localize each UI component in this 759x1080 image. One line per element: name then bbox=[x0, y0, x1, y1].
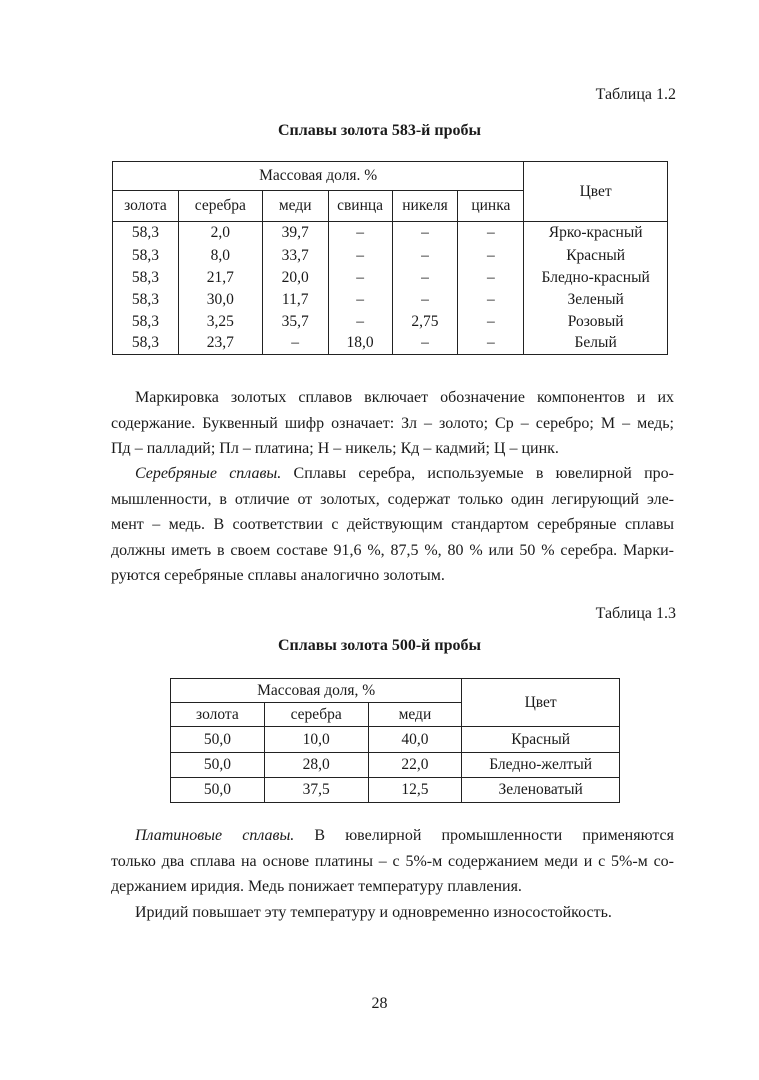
column-header: меди bbox=[262, 191, 328, 222]
text-line-rest: Сплавы серебра, используемые в ювелирной про- bbox=[281, 465, 674, 482]
table-cell: 40,0 bbox=[368, 727, 462, 753]
table-title: Сплавы золота 500-й пробы bbox=[278, 637, 481, 654]
table-cell: Бледно-красный bbox=[524, 267, 668, 289]
table-cell: – bbox=[458, 333, 524, 355]
text-line: должны иметь в своем составе 91,6 %, 87,5 %, 80 % или 50 % серебра. Марки- bbox=[111, 541, 674, 559]
table-cell: 58,3 bbox=[113, 245, 179, 267]
table-cell: Красный bbox=[524, 245, 668, 267]
table-cell: – bbox=[458, 222, 524, 245]
table-row bbox=[113, 333, 668, 355]
text-line: держанием иридия. Медь понижает температуру плавления. bbox=[111, 878, 522, 895]
table-cell: 58,3 bbox=[113, 222, 179, 245]
table-cell: Розовый bbox=[524, 311, 668, 333]
table-cell: 22,0 bbox=[368, 753, 462, 778]
gold-583-table bbox=[112, 161, 668, 355]
table-cell: – bbox=[392, 333, 458, 355]
column-header: золота bbox=[113, 191, 179, 222]
column-header: свинца bbox=[328, 191, 392, 222]
color-header: Цвет bbox=[524, 162, 668, 222]
text-line-rest: В ювелирной промышленности применяются bbox=[294, 827, 674, 844]
table-cell: 58,3 bbox=[113, 333, 179, 355]
group-header: Массовая доля, % bbox=[171, 679, 462, 703]
table-cell: – bbox=[392, 245, 458, 267]
table-label: Таблица 1.3 bbox=[595, 605, 676, 622]
table-row bbox=[113, 267, 668, 289]
text-line: руются серебряные сплавы аналогично золотым. bbox=[111, 567, 445, 584]
text-line: мышленности, в отличие от золотых, содержат только один легирующий эле- bbox=[111, 490, 674, 508]
text-line: Маркировка золотых сплавов включает обозначение компонентов и их bbox=[135, 389, 674, 406]
table-cell: 2,75 bbox=[392, 311, 458, 333]
text-line bbox=[111, 823, 674, 849]
table-cell: 50,0 bbox=[171, 727, 265, 753]
table-row bbox=[113, 289, 668, 311]
table-cell: 50,0 bbox=[171, 753, 265, 778]
table-cell: – bbox=[328, 311, 392, 333]
column-header: меди bbox=[368, 703, 462, 727]
table-cell: 50,0 bbox=[171, 778, 265, 803]
table-cell: 33,7 bbox=[262, 245, 328, 267]
table-cell: 39,7 bbox=[262, 222, 328, 245]
text-line: мент – медь. В соответствии с действующим стандартом серебряные сплавы bbox=[111, 516, 674, 533]
paragraph-platinum bbox=[111, 823, 674, 900]
table-cell: Зеленый bbox=[524, 289, 668, 311]
table-cell: – bbox=[392, 289, 458, 311]
table-cell: 12,5 bbox=[368, 778, 462, 803]
table-row bbox=[171, 778, 620, 803]
table-cell: – bbox=[392, 267, 458, 289]
paragraph-marking bbox=[111, 385, 674, 462]
table-cell: 20,0 bbox=[262, 267, 328, 289]
table-cell: 28,0 bbox=[264, 753, 368, 778]
table-cell: 58,3 bbox=[113, 311, 179, 333]
table-row bbox=[113, 222, 668, 245]
italic-lead: Серебряные сплавы. bbox=[135, 465, 282, 482]
table-cell: Зеленоватый bbox=[462, 778, 620, 803]
table-cell: – bbox=[328, 267, 392, 289]
table-cell: Ярко-красный bbox=[524, 222, 668, 245]
text-line bbox=[111, 461, 674, 487]
table-label: Таблица 1.2 bbox=[595, 86, 676, 103]
table-cell: 8,0 bbox=[178, 245, 262, 267]
text-line: Пд – палладий; Пл – платина; Н – никель; Кд – кадмий; Ц – цинк. bbox=[111, 440, 559, 457]
table-cell: – bbox=[392, 222, 458, 245]
table-cell: 37,5 bbox=[264, 778, 368, 803]
table-cell: 30,0 bbox=[178, 289, 262, 311]
column-header: цинка bbox=[458, 191, 524, 222]
text-line: содержание. Буквенный шифр означает: Зл – золото; Ср – серебро; М – медь; bbox=[111, 414, 674, 432]
text-line: Иридий повышает эту температуру и одновременно износостойкость. bbox=[135, 904, 612, 921]
table-row bbox=[171, 753, 620, 778]
column-header: серебра bbox=[264, 703, 368, 727]
table-cell: 11,7 bbox=[262, 289, 328, 311]
table-cell: 3,25 bbox=[178, 311, 262, 333]
table-row bbox=[113, 311, 668, 333]
page-number: 28 bbox=[371, 995, 388, 1012]
group-header: Массовая доля. % bbox=[113, 162, 524, 191]
table-cell: – bbox=[458, 311, 524, 333]
table-title: Сплавы золота 583-й пробы bbox=[278, 122, 481, 139]
text-line: только два сплава на основе платины – с 5%-м содержанием меди и с 5%-м со- bbox=[111, 852, 674, 870]
table-cell: – bbox=[458, 245, 524, 267]
table-cell: 23,7 bbox=[178, 333, 262, 355]
column-header: серебра bbox=[178, 191, 262, 222]
table-cell: 18,0 bbox=[328, 333, 392, 355]
table-row bbox=[113, 245, 668, 267]
table-cell: 2,0 bbox=[178, 222, 262, 245]
table-cell: 58,3 bbox=[113, 289, 179, 311]
paragraph-silver bbox=[111, 461, 674, 589]
table-cell: – bbox=[328, 245, 392, 267]
column-header: золота bbox=[171, 703, 265, 727]
table-cell: – bbox=[262, 333, 328, 355]
table-cell: Бледно-желтый bbox=[462, 753, 620, 778]
table-cell: – bbox=[458, 267, 524, 289]
table-cell: 21,7 bbox=[178, 267, 262, 289]
table-cell: – bbox=[458, 289, 524, 311]
gold-500-table bbox=[170, 678, 620, 803]
table-cell: – bbox=[328, 289, 392, 311]
table-row bbox=[171, 727, 620, 753]
italic-lead: Платиновые сплавы. bbox=[135, 827, 295, 844]
table-cell: 35,7 bbox=[262, 311, 328, 333]
color-header: Цвет bbox=[462, 679, 620, 727]
paragraph-iridium bbox=[111, 900, 674, 926]
table-cell: Белый bbox=[524, 333, 668, 355]
table-cell: 58,3 bbox=[113, 267, 179, 289]
table-cell: Красный bbox=[462, 727, 620, 753]
table-cell: 10,0 bbox=[264, 727, 368, 753]
column-header: никеля bbox=[392, 191, 458, 222]
table-cell: – bbox=[328, 222, 392, 245]
